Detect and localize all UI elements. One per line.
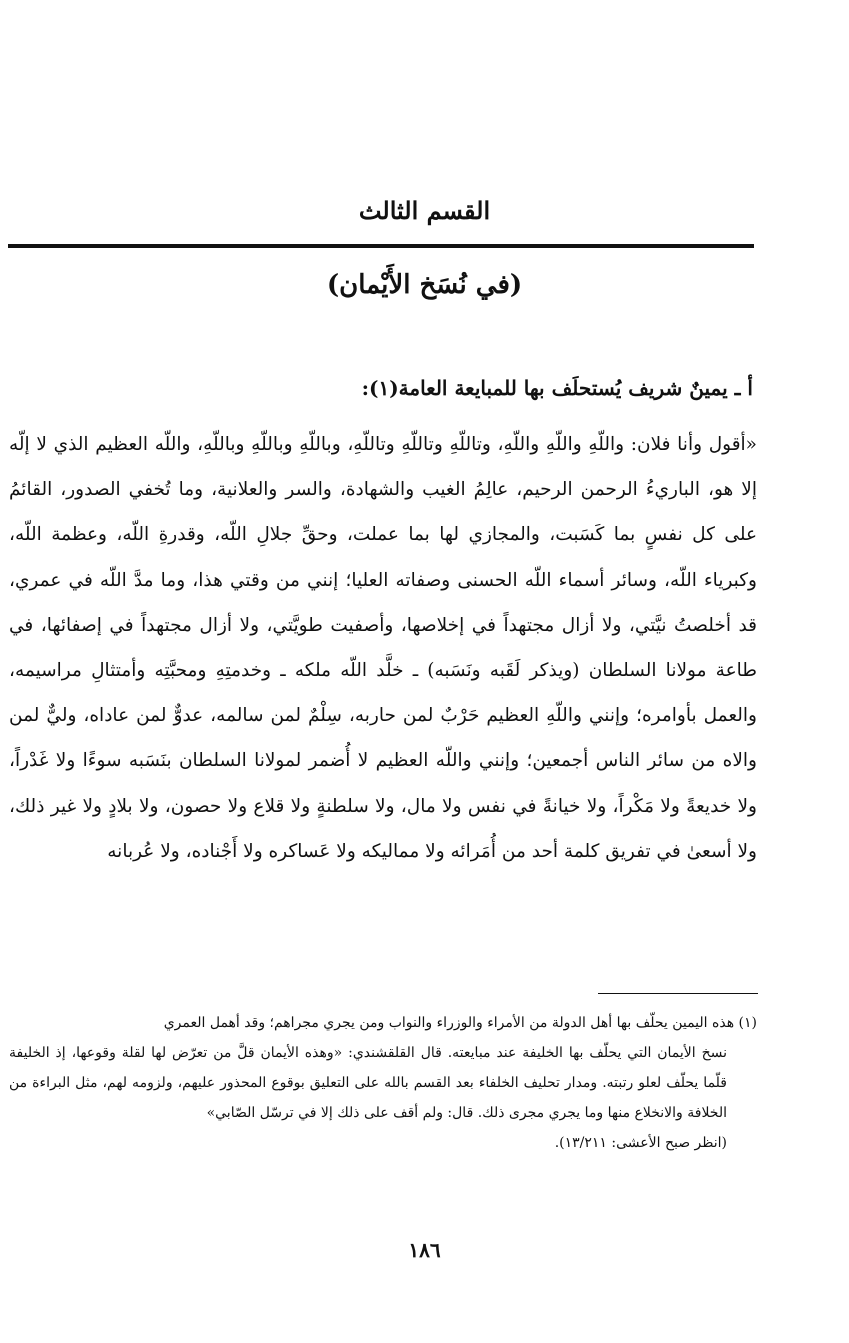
oath-body-text: «أقول وأنا فلان: واللّهِ واللّهِ واللّهِ، وتاللّهِ وتاللّهِ وتاللّهِ، وباللّهِ وباللّهِ وباللّهِ، واللّه العظيم الذي لا إلّه إلا هو، الباريءُ الرحمن الرحيم، عالِمُ الغيب والشهادة، والسر والعلانية، وما تُخفي الصدور، القائمُ على كل نفسٍ بما كَسَبت، والمجازي لها بما عملت، وحقِّ جلالِ اللّه، وقدرةِ اللّه، وعظمة اللّه، وكبرياء اللّه، وسائر أسماء اللّه الحسنى وصفاته العليا؛ إنني من وقتي هذا، وما مدَّ اللّه في عمري، قد أخلصتُ نيَّتي، ولا أزال مجتهداً في إخلاصها، وأصفيت طويَّتي، ولا أزال مجتهداً في إصفائها، في طاعة مولانا السلطان (ويذكر لَقَبه ونَسَبه) ـ خلَّد اللّه ملكه ـ وخدمتِهِ ومحبَّتِه وأمتثالِ مراسيمه، والعمل بأوامره؛ وإنني واللّهِ العظيم حَرْبٌ لمن حاربه، سِلْمٌ لمن سالمه، عدوٌّ لمن عاداه، وليٌّ لمن والاه من سائر الناس أجمعين؛ وإنني واللّه العظيم لا أُضمر لمولانا السلطان بنَسَبه سوءًا ولا غَدْراً، ولا خديعةً ولا مَكْراً، ولا خيانةً في نفس ولا مال، ولا سلطنةٍ ولا قلاع ولا حصون، ولا بلادٍ ولا غير ذلك، ولا أسعىٰ في تفريق كلمة أحد من أُمَرائه ولا مماليكه ولا عَساكره ولا أَجْناده، ولا عُربانه [9, 434, 757, 862]
footnotes [9, 1008, 757, 1158]
footnote-1-line-1: (١) هذه اليمين يحلّف بها أهل الدولة من الأمراء والوزراء والنواب ومن يجري مجراهم؛ وقد أهمل العمري [163, 1015, 757, 1031]
section-title: القسم الثالث [358, 196, 491, 225]
footnote-1-continuation: نسخ الأيمان التي يحلّف بها الخليفة عند مبايعته. قال القلقشندي: «وهذه الأيمان قلَّ من تعرّض لها لقلة وقوعها، إذ الخليفة قلّما يحلّف لعلو رتبته. ومدار تحليف الخلفاء بعد القسم بالله على التعليق بوقوع المحذور عليهم، ولزومه لهم، مثل البراءة من الخلافة والانخلاع منها وما يجري مجرى ذلك. قال: ولم أقف على ذلك إلا في ترسّل الصّابي» [9, 1045, 727, 1121]
oath-heading: أ ـ يمينٌ شريف يُستحلَف بها للمبايعة العامة(١): [361, 376, 753, 400]
footnote-1-reference: (انظر صبح الأعشى: ١٣/٢١١). [554, 1135, 727, 1151]
footnote-divider [598, 993, 758, 994]
section-subtitle: (في نُسَخ الأَيْمان) [326, 270, 523, 300]
page-number: ١٨٦ [408, 1238, 441, 1262]
title-divider [8, 244, 754, 248]
